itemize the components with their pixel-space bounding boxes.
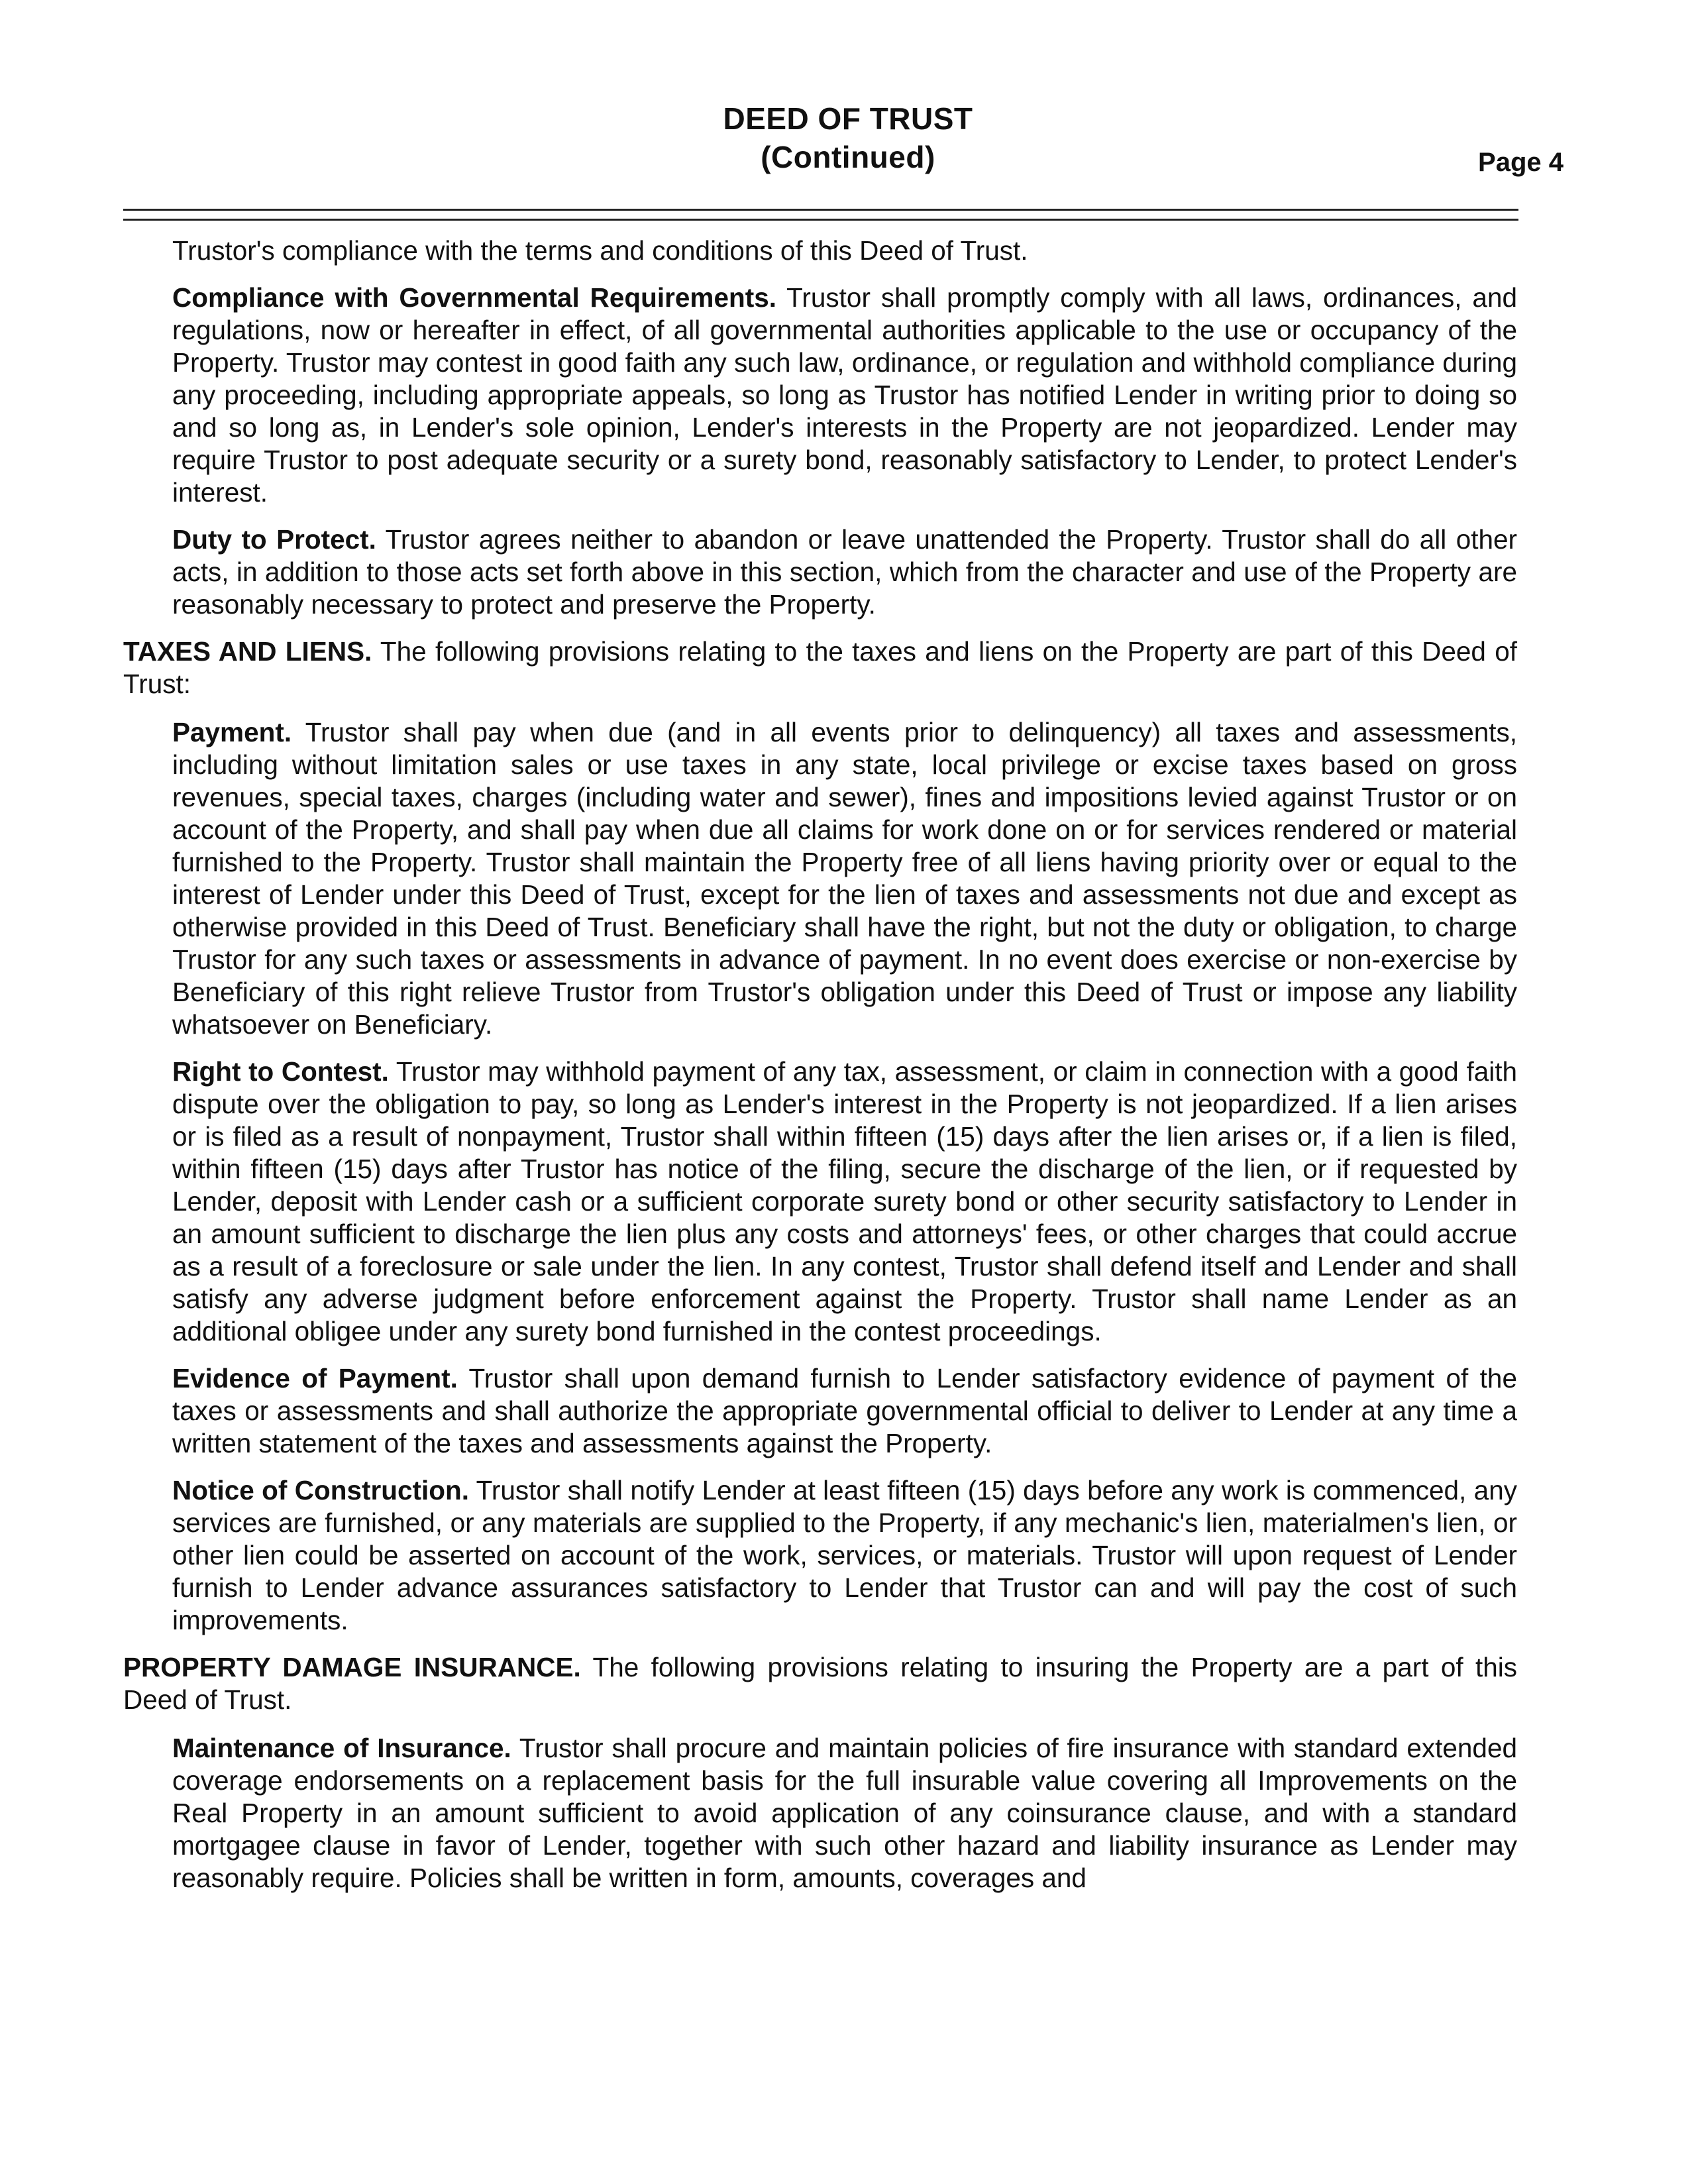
paragraph-right-to-contest <box>172 1056 1517 1348</box>
section-text: The following provisions relating to insuring the Property are a part of this Deed of Trust. <box>123 1652 1517 1715</box>
section-heading: TAXES AND LIENS. <box>123 636 372 667</box>
paragraph-text: Trustor shall pay when due (and in all events prior to delinquency) all taxes and assessments, including without limitation sales or use taxes in any state, local privilege or excise taxes based on gross revenues, special taxes, charges (including water and sewer), fines and impositions levied against Trustor or on account of the Property, and shall pay when due all claims for work done on or for services rendered or material furnished to the Property. Trustor shall maintain the Property free of all liens having priority over or equal to the interest of Lender under this Deed of Trust, except for the lien of taxes and assessments not due and except as otherwise provided in this Deed of Trust. Beneficiary shall have the right, but not the duty or obligation, to charge Trustor for any such taxes or assessments in advance of payment. In no event does exercise or non-exercise by Beneficiary of this right relieve Trustor from Trustor's obligation under this Deed of Trust or impose any liability whatsoever on Beneficiary. <box>172 717 1517 1040</box>
section-text: The following provisions relating to the taxes and liens on the Property are part of this Deed of Trust: <box>123 636 1517 699</box>
paragraph-evidence-of-payment <box>172 1362 1517 1460</box>
paragraph-text: Trustor shall promptly comply with all laws, ordinances, and regulations, now or hereafter in effect, of all governmental authorities applicable to the use or occupancy of the Property. Trustor may contest in good faith any such law, ordinance, or regulation and withhold compliance during any proceeding, including appropriate appeals, so long as Trustor has notified Lender in writing prior to doing so and so long as, in Lender's sole opinion, Lender's interests in the Property are not jeopardized. Lender may require Trustor to post adequate security or a surety bond, reasonably satisfactory to Lender, to protect Lender's interest. <box>172 282 1517 508</box>
paragraph-text: Trustor agrees neither to abandon or leave unattended the Property. Trustor shall do all other acts, in addition to those acts set forth above in this section, which from the character and use of the Property are reasonably necessary to protect and preserve the Property. <box>172 524 1518 620</box>
paragraph-heading: Maintenance of Insurance. <box>172 1733 511 1763</box>
paragraph-text: Trustor's compliance with the terms and conditions of this Deed of Trust. <box>172 235 1028 266</box>
section-heading: PROPERTY DAMAGE INSURANCE. <box>123 1652 581 1682</box>
paragraph-maintenance-of-insurance <box>172 1732 1517 1894</box>
paragraph-continuation <box>172 235 1517 267</box>
paragraph-duty-to-protect <box>172 523 1517 621</box>
paragraph-notice-of-construction <box>172 1474 1517 1637</box>
paragraph-heading: Right to Contest. <box>172 1056 389 1087</box>
header-divider-top <box>123 209 1518 211</box>
section-taxes-and-liens <box>123 635 1517 700</box>
paragraph-heading: Evidence of Payment. <box>172 1363 458 1393</box>
paragraph-payment <box>172 716 1517 1041</box>
paragraph-text: Trustor shall notify Lender at least fifteen (15) days before any work is commenced, any services are furnished, or any materials are supplied to the Property, if any mechanic's lien, materialmen's lien, or other lien could be asserted on account of the work, services, or materials. Trustor will upon request of Lender furnish to Lender advance assurances satisfactory to Lender that Trustor can and will pay the cost of such improvements. <box>172 1475 1517 1635</box>
paragraph-text: Trustor shall procure and maintain policies of fire insurance with standard extended coverage endorsements on a replacement basis for the full insurable value covering all Improvements on the Real Property in an amount sufficient to avoid application of any coinsurance clause, and with a standard mortgagee clause in favor of Lender, together with such other hazard and liability insurance as Lender may reasonably require. Policies shall be written in form, amounts, coverages and <box>172 1733 1518 1893</box>
paragraph-heading: Notice of Construction. <box>172 1475 469 1505</box>
document-title: DEED OF TRUST <box>723 101 973 136</box>
paragraph-text: Trustor shall upon demand furnish to Lender satisfactory evidence of payment of the taxes or assessments and shall authorize the appropriate governmental official to deliver to Lender at any time a written statement of the taxes and assessments against the Property. <box>172 1363 1517 1458</box>
document-header <box>0 99 1696 176</box>
paragraph-heading: Compliance with Governmental Requirements. <box>172 282 776 313</box>
document-subtitle: (Continued) <box>761 140 935 174</box>
header-divider-bottom <box>123 219 1518 221</box>
document-body <box>123 235 1517 1909</box>
page-number: Page 4 <box>1478 148 1564 177</box>
section-property-damage-insurance <box>123 1651 1517 1716</box>
paragraph-compliance-governmental <box>172 282 1517 509</box>
paragraph-heading: Payment. <box>172 717 292 747</box>
paragraph-text: Trustor may withhold payment of any tax, assessment, or claim in connection with a good faith dispute over the obligation to pay, so long as Lender's interest in the Property is not jeopardized. If a lien arises or is filed as a result of nonpayment, Trustor shall within fifteen (15) days after the lien arises or, if a lien is filed, within fifteen (15) days after Trustor has notice of the filing, secure the discharge of the lien, or if requested by Lender, deposit with Lender cash or a sufficient corporate surety bond or other security satisfactory to Lender in an amount sufficient to discharge the lien plus any costs and attorneys' fees, or other charges that could accrue as a result of a foreclosure or sale under the lien. In any contest, Trustor shall defend itself and Lender and shall satisfy any adverse judgment before enforcement against the Property. Trustor shall name Lender as an additional obligee under any surety bond furnished in the contest proceedings. <box>172 1056 1517 1346</box>
paragraph-heading: Duty to Protect. <box>172 524 376 555</box>
